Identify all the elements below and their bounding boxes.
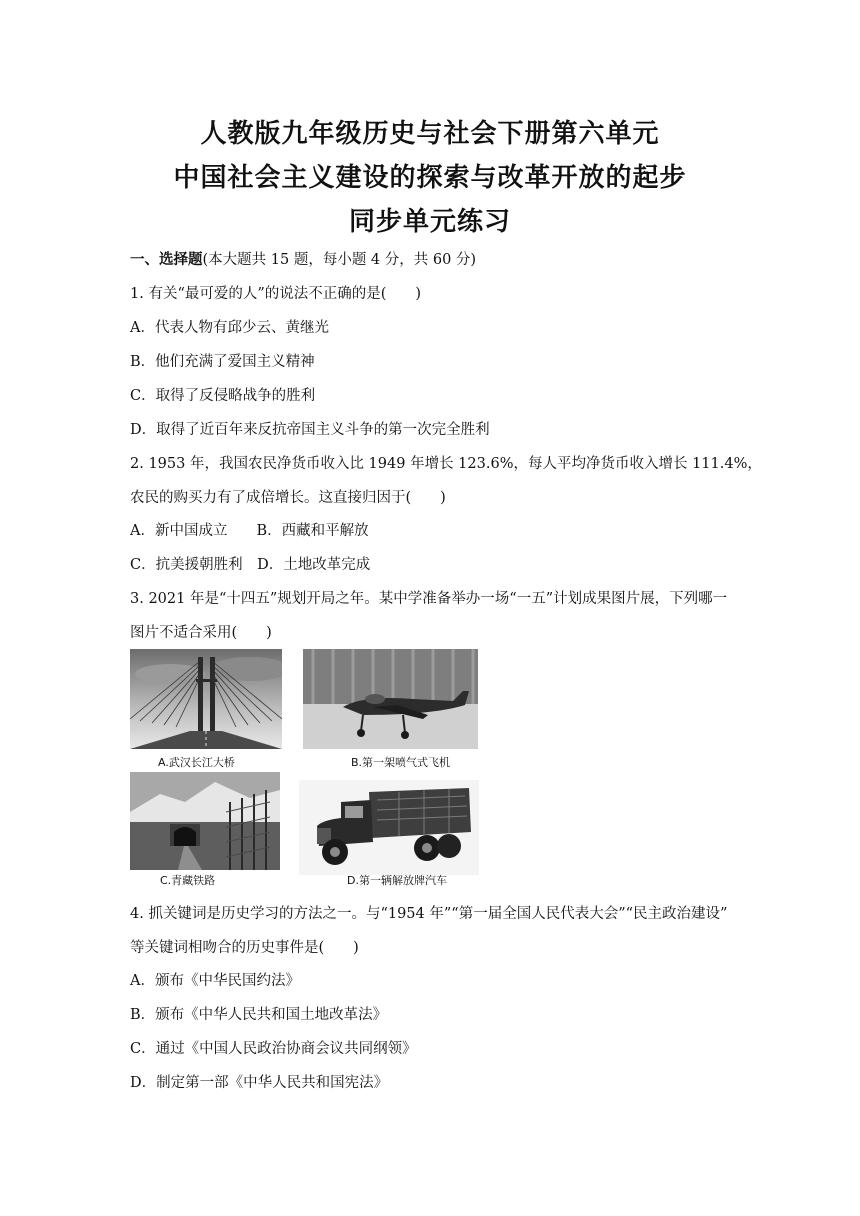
q4-option-b: B．颁布《中华人民共和国土地改革法》 (130, 1007, 388, 1023)
caption-d: D.第一辆解放牌汽车 (347, 874, 447, 887)
photo-qinghai-tibet-railway (130, 772, 280, 870)
q3-stem-line2: 图片不适合采用( ) (130, 625, 272, 641)
q1-option-a: A．代表人物有邱少云、黄继光 (130, 320, 329, 336)
photo-jiefang-truck (299, 780, 479, 875)
q1-option-c: C．取得了反侵略战争的胜利 (130, 388, 316, 404)
q2-stem-line1: 2. 1953 年，我国农民净货币收入比 1949 年增长 123.6%，每人平均净货币收入增长 111.4%， (130, 456, 762, 472)
q4-option-a: A．颁布《中华民国约法》 (130, 973, 300, 989)
doc-title-line2: 中国社会主义建设的探索与改革开放的起步 (173, 163, 687, 193)
q4-option-d: D．制定第一部《中华人民共和国宪法》 (130, 1075, 389, 1091)
railway-image (130, 772, 280, 870)
q1-option-b: B．他们充满了爱国主义精神 (130, 354, 315, 370)
q4-stem-line1: 4. 抓关键词是历史学习的方法之一。与“1954 年”“第一届全国人民代表大会”“民主政治建设” (130, 906, 728, 922)
doc-title-line3: 同步单元练习 (348, 207, 511, 237)
q2-options-cd: C．抗美援朝胜利 D．土地改革完成 (130, 557, 371, 573)
caption-a: A.武汉长江大桥 (158, 756, 235, 769)
photo-jet-aircraft (303, 649, 478, 749)
photo-wuhan-bridge (130, 649, 282, 749)
truck-image (299, 780, 479, 875)
section-note: (本大题共 15 题，每小题 4 分，共 60 分) (202, 252, 477, 268)
q1-stem: 1. 有关“最可爱的人”的说法不正确的是( ) (130, 286, 422, 302)
doc-title-line1: 人教版九年级历史与社会下册第六单元 (200, 119, 660, 149)
caption-c: C.青藏铁路 (160, 874, 216, 887)
q1-option-d: D．取得了近百年来反抗帝国主义斗争的第一次完全胜利 (130, 422, 490, 438)
q2-options-ab: A．新中国成立 B．西藏和平解放 (130, 523, 369, 539)
q4-stem-line2: 等关键词相吻合的历史事件是( ) (130, 940, 359, 956)
q3-stem-line1: 3. 2021 年是“十四五”规划开局之年。某中学准备举办一场“一五”计划成果图片展，下列哪一 (130, 591, 728, 607)
section-heading (130, 248, 476, 269)
bridge-image (130, 649, 282, 749)
caption-b: B.第一架喷气式飞机 (351, 756, 451, 769)
jet-image (303, 649, 478, 749)
q4-option-c: C．通过《中国人民政治协商会议共同纲领》 (130, 1041, 417, 1057)
section-title: 一、选择题 (130, 252, 203, 268)
q2-stem-line2: 农民的购买力有了成倍增长。这直接归因于( ) (130, 490, 446, 506)
